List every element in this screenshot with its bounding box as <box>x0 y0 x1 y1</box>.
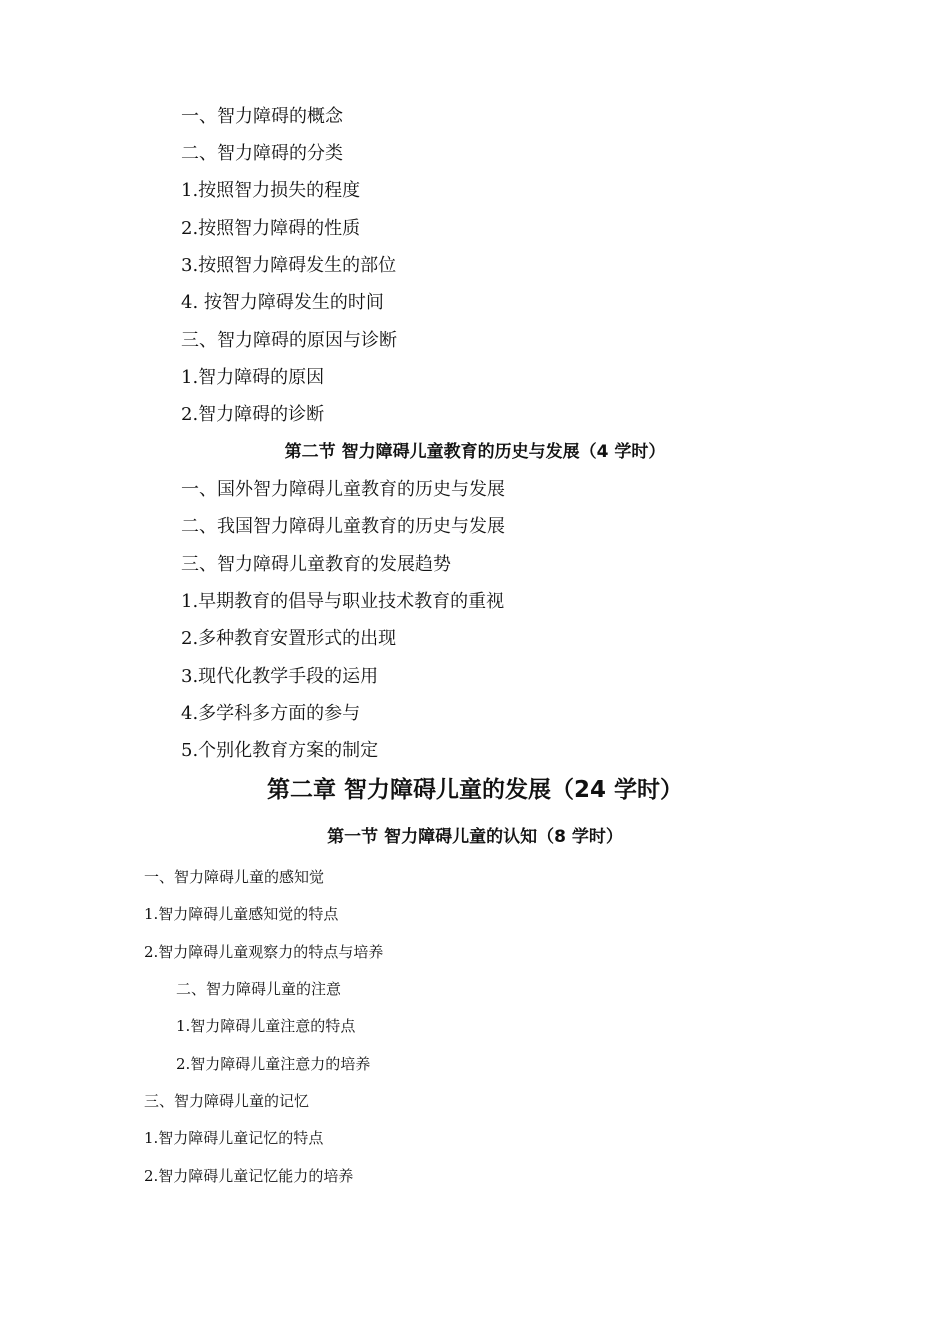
outline-item: 2.按照智力障碍的性质 <box>181 218 361 239</box>
outline-item: 1.智力障碍儿童记忆的特点 <box>144 1129 324 1147</box>
outline-item: 三、智力障碍的原因与诊断 <box>181 330 397 351</box>
outline-item: 二、智力障碍的分类 <box>181 143 343 164</box>
outline-item: 2.智力障碍儿童观察力的特点与培养 <box>144 943 384 961</box>
outline-item: 三、智力障碍儿童的记忆 <box>144 1092 310 1110</box>
outline-item: 1.智力障碍的原因 <box>181 367 325 388</box>
outline-item: 3.现代化教学手段的运用 <box>181 666 379 687</box>
outline-item: 2.智力障碍儿童注意力的培养 <box>176 1055 371 1073</box>
outline-item: 2.智力障碍儿童记忆能力的培养 <box>144 1167 354 1185</box>
outline-item: 1.按照智力损失的程度 <box>181 180 361 201</box>
outline-item: 1.智力障碍儿童注意的特点 <box>176 1017 356 1035</box>
outline-item: 一、智力障碍的概念 <box>181 106 343 127</box>
outline-item: 三、智力障碍儿童教育的发展趋势 <box>181 554 451 575</box>
outline-item: 4. 按智力障碍发生的时间 <box>181 292 384 313</box>
outline-item: 5.个别化教育方案的制定 <box>181 740 379 761</box>
outline-item: 二、智力障碍儿童的注意 <box>176 980 342 998</box>
outline-item: 一、国外智力障碍儿童教育的历史与发展 <box>181 479 505 500</box>
section-heading: 第一节 智力障碍儿童的认知（8 学时） <box>327 827 623 847</box>
outline-item: 1.智力障碍儿童感知觉的特点 <box>144 905 339 923</box>
section-heading: 第二节 智力障碍儿童教育的历史与发展（4 学时） <box>284 442 666 462</box>
outline-item: 2.多种教育安置形式的出现 <box>181 628 397 649</box>
outline-item: 二、我国智力障碍儿童教育的历史与发展 <box>181 516 505 537</box>
outline-item: 4.多学科多方面的参与 <box>181 703 361 724</box>
outline-item: 3.按照智力障碍发生的部位 <box>181 255 397 276</box>
outline-item: 一、智力障碍儿童的感知觉 <box>144 868 325 886</box>
outline-item: 1.早期教育的倡导与职业技术教育的重视 <box>181 591 505 612</box>
chapter-heading: 第二章 智力障碍儿童的发展（24 学时） <box>266 777 684 803</box>
outline-item: 2.智力障碍的诊断 <box>181 404 325 425</box>
